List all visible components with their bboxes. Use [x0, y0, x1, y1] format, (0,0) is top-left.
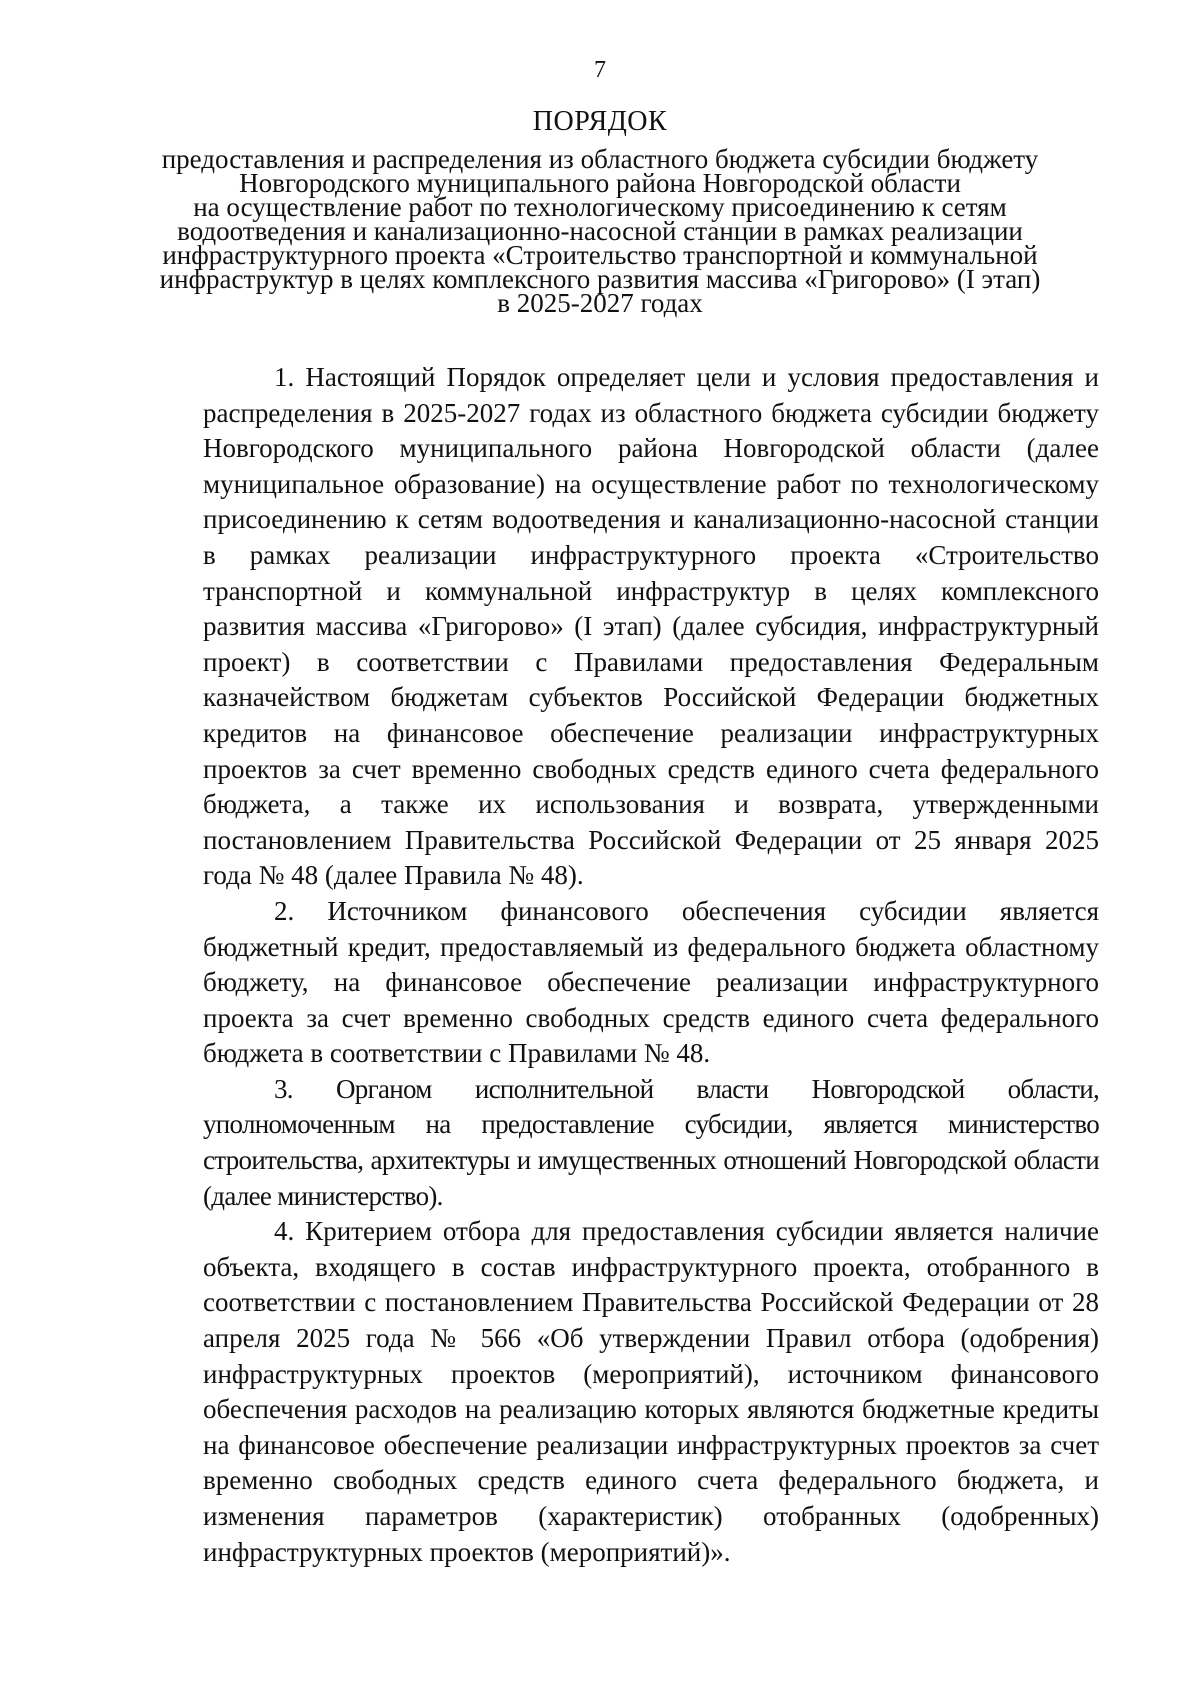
document-title: ПОРЯДОК	[532, 106, 668, 137]
page-number: 7	[594, 57, 606, 83]
document-body	[203, 360, 1099, 1570]
document-subtitle	[120, 144, 1080, 318]
subtitle-line: водоотведения и канализационно-насосной станции в рамках реализации	[177, 216, 1023, 246]
subtitle-line: Новгородского муниципального района Новгородской области	[239, 168, 961, 198]
subtitle-line: инфраструктур в целях комплексного развития массива «Григорово» (I этап)	[159, 264, 1041, 294]
paragraph-2: 2. Источником финансового обеспечения субсидии является бюджетный кредит, предоставляемый из федерального бюджета областному бюджету, на финансовое обеспечение реализации инфраструктурного проекта за счет временно свободных средств единого счета федерального бюджета в соответствии с Правилами № 48.	[203, 895, 1099, 1069]
subtitle-line: в 2025-2027 годах	[497, 288, 703, 318]
paragraph-4: 4. Критерием отбора для предоставления субсидии является наличие объекта, входящего в состав инфраструктурного проекта, отобранного в соответствии с постановлением Правительства Российской Федерации от 28 апреля 2025 года № 566 «Об утверждении Правил отбора (одобрения) инфраструктурных проектов (мероприятий), источником финансового обеспечения расходов на реализацию которых являются бюджетные кредиты на финансовое обеспечение реализации инфраструктурных проектов за счет временно свободных средств единого счета федерального бюджета, и изменения параметров (характеристик) отобранных (одобренных) инфраструктурных проектов (мероприятий)».	[203, 1216, 1099, 1567]
paragraph-3: 3. Органом исполнительной власти Новгородской области, уполномоченным на предоставление субсидии, является министерство строительства, архитектуры и имущественных отношений Новгородской области (далее министерство).	[203, 1073, 1099, 1211]
subtitle-line: предоставления и распределения из областного бюджета субсидии бюджету	[161, 144, 1039, 174]
paragraph-1: 1. Настоящий Порядок определяет цели и условия предоставления и распределения в 2025-2027 годах из областного бюджета субсидии бюджету Новгородского муниципального района Новгородской области (далее муниципальное образование) на осуществление работ по технологическому присоединению к сетям водоотведения и канализационно-насосной станции в рамках реализации инфраструктурного проекта «Строительство транспортной и коммунальной инфраструктур в целях комплексного развития массива «Григорово» (I этап) (далее субсидия, инфраструктурный проект) в соответствии с Правилами предоставления Федеральным казначейством бюджетам субъектов Российской Федерации бюджетных кредитов на финансовое обеспечение реализации инфраструктурных проектов за счет временно свободных средств единого счета федерального бюджета, а также их использования и возврата, утвержденными постановлением Правительства Российской Федерации от 25 января 2025 года № 48 (далее Правила № 48).	[203, 362, 1099, 891]
subtitle-line: инфраструктурного проекта «Строительство транспортной и коммунальной	[162, 240, 1038, 270]
subtitle-line: на осуществление работ по технологическому присоединению к сетям	[193, 192, 1007, 222]
